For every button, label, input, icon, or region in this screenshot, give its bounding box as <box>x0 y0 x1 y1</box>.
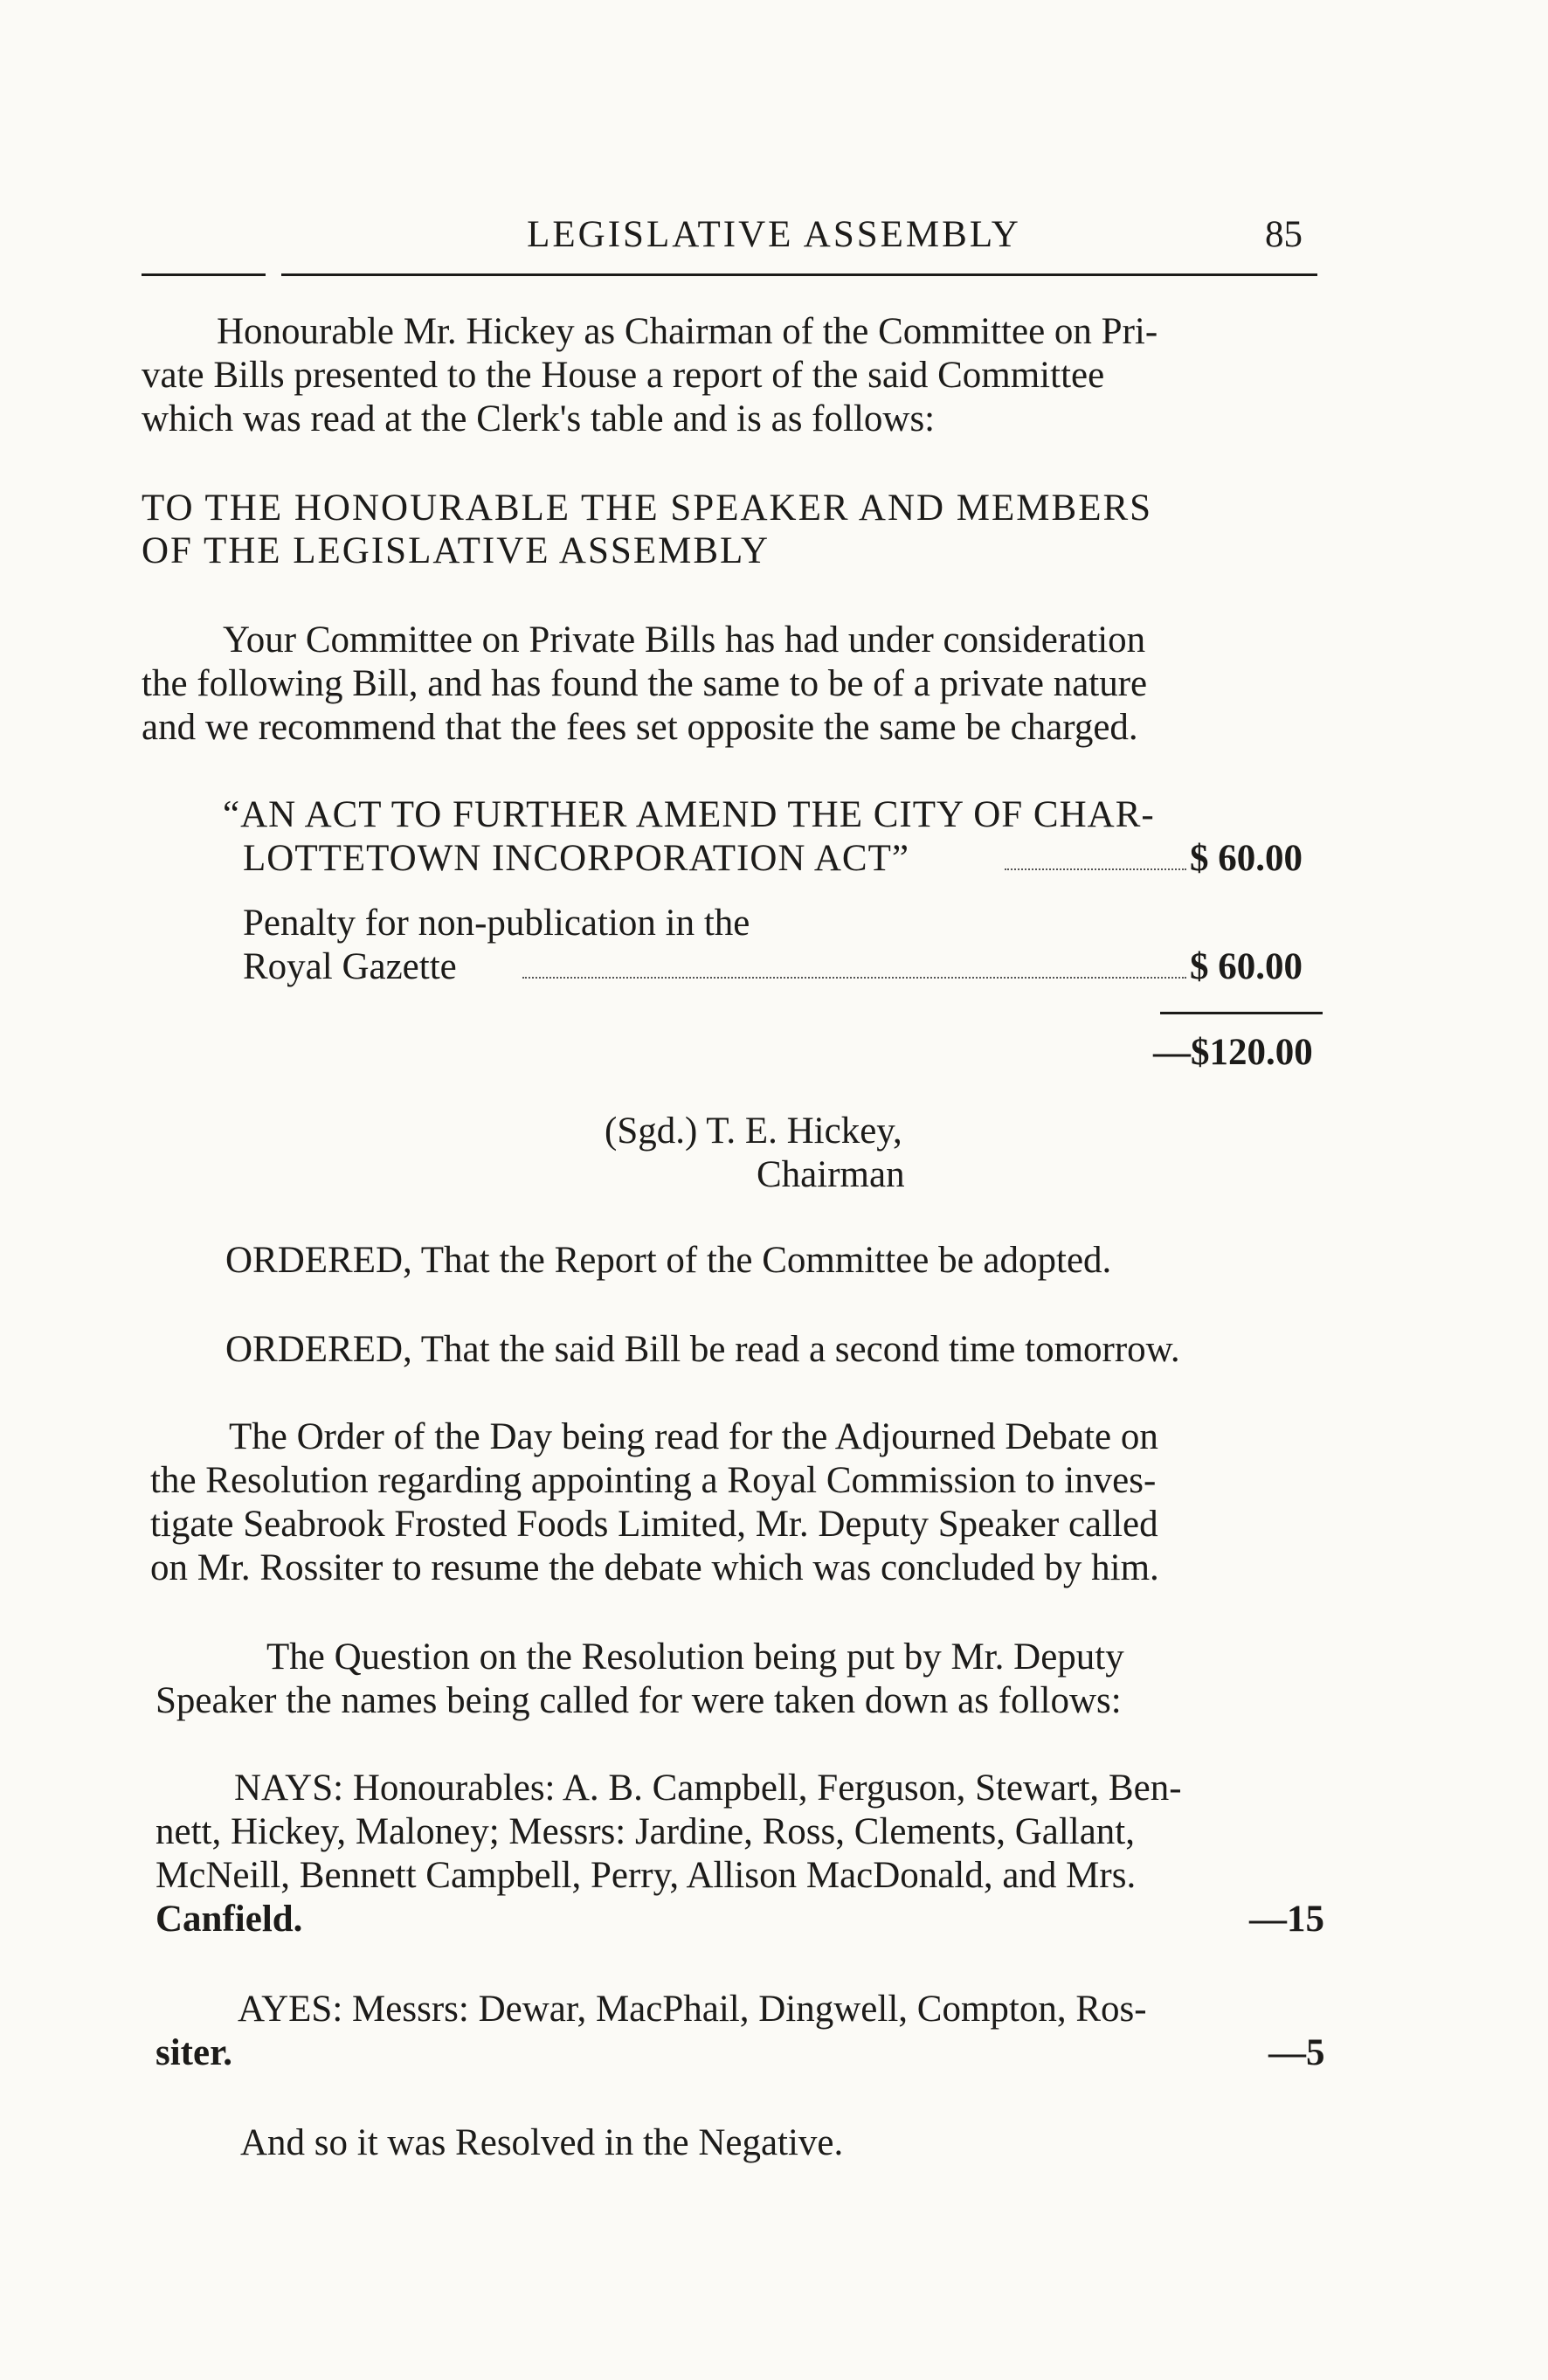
nays-line-4: Canfield. <box>155 1899 303 1940</box>
order-second-reading: ORDERED, That the said Bill be read a second time tomorrow. <box>225 1329 1180 1370</box>
page-number: 85 <box>1265 214 1303 255</box>
question-line-2: Speaker the names being called for were taken down as follows: <box>155 1680 1122 1721</box>
nays-line-2: nett, Hickey, Maloney; Messrs: Jardine, Ross, Clements, Gallant, <box>155 1811 1136 1852</box>
fee-total: —$120.00 <box>1153 1032 1313 1073</box>
nays-line-3: McNeill, Bennett Campbell, Perry, Allison MacDonald, and Mrs. <box>155 1855 1137 1896</box>
running-header-title: LEGISLATIVE ASSEMBLY <box>527 214 1021 255</box>
nays-line-1: NAYS: Honourables: A. B. Campbell, Ferguson, Stewart, Ben- <box>234 1768 1182 1809</box>
debate-line-1: The Order of the Day being read for the Adjourned Debate on <box>229 1416 1158 1457</box>
question-line-1: The Question on the Resolution being put by Mr. Deputy <box>266 1636 1124 1678</box>
penalty-line-2: Royal Gazette <box>243 946 457 987</box>
total-rule <box>1160 1012 1323 1014</box>
intro-line-1: Honourable Mr. Hickey as Chairman of the Committee on Pri- <box>217 311 1158 352</box>
header-rule-right <box>281 273 1317 276</box>
intro-line-3: which was read at the Clerk's table and is as follows: <box>142 398 936 439</box>
debate-line-4: on Mr. Rossiter to resume the debate which was concluded by him. <box>150 1547 1159 1588</box>
report-line-1: Your Committee on Private Bills has had under consideration <box>223 619 1146 661</box>
penalty-leader-dots <box>522 977 1186 979</box>
address-line-2: OF THE LEGISLATIVE ASSEMBLY <box>142 530 771 571</box>
act-title-line-2: LOTTETOWN INCORPORATION ACT” <box>243 838 909 879</box>
ayes-line-1: AYES: Messrs: Dewar, MacPhail, Dingwell, Compton, Ros- <box>238 1989 1147 2030</box>
nays-count: —15 <box>1249 1899 1324 1940</box>
conclusion-text: And so it was Resolved in the Negative. <box>240 2122 844 2163</box>
act-title-line-1: “AN ACT TO FURTHER AMEND THE CITY OF CHAR- <box>223 794 1155 835</box>
report-line-3: and we recommend that the fees set opposite the same be charged. <box>142 707 1138 748</box>
act-fee-amount: $ 60.00 <box>1190 838 1303 879</box>
debate-line-2: the Resolution regarding appointing a Royal Commission to inves- <box>150 1460 1157 1501</box>
signature-title: Chairman <box>757 1154 905 1195</box>
intro-line-2: vate Bills presented to the House a report of the said Committee <box>142 355 1105 396</box>
signature-name: (Sgd.) T. E. Hickey, <box>605 1110 902 1152</box>
address-line-1: TO THE HONOURABLE THE SPEAKER AND MEMBERS <box>142 488 1153 529</box>
order-adopt-report: ORDERED, That the Report of the Committee be adopted. <box>225 1240 1112 1281</box>
debate-line-3: tigate Seabrook Frosted Foods Limited, Mr. Deputy Speaker called <box>150 1504 1158 1545</box>
act-leader-dots <box>1005 868 1186 870</box>
report-line-2: the following Bill, and has found the same to be of a private nature <box>142 663 1148 704</box>
header-rule-left <box>142 273 266 276</box>
ayes-line-2: siter. <box>155 2032 232 2073</box>
penalty-line-1: Penalty for non-publication in the <box>243 903 750 944</box>
ayes-count: —5 <box>1268 2032 1325 2073</box>
penalty-fee-amount: $ 60.00 <box>1190 946 1303 987</box>
